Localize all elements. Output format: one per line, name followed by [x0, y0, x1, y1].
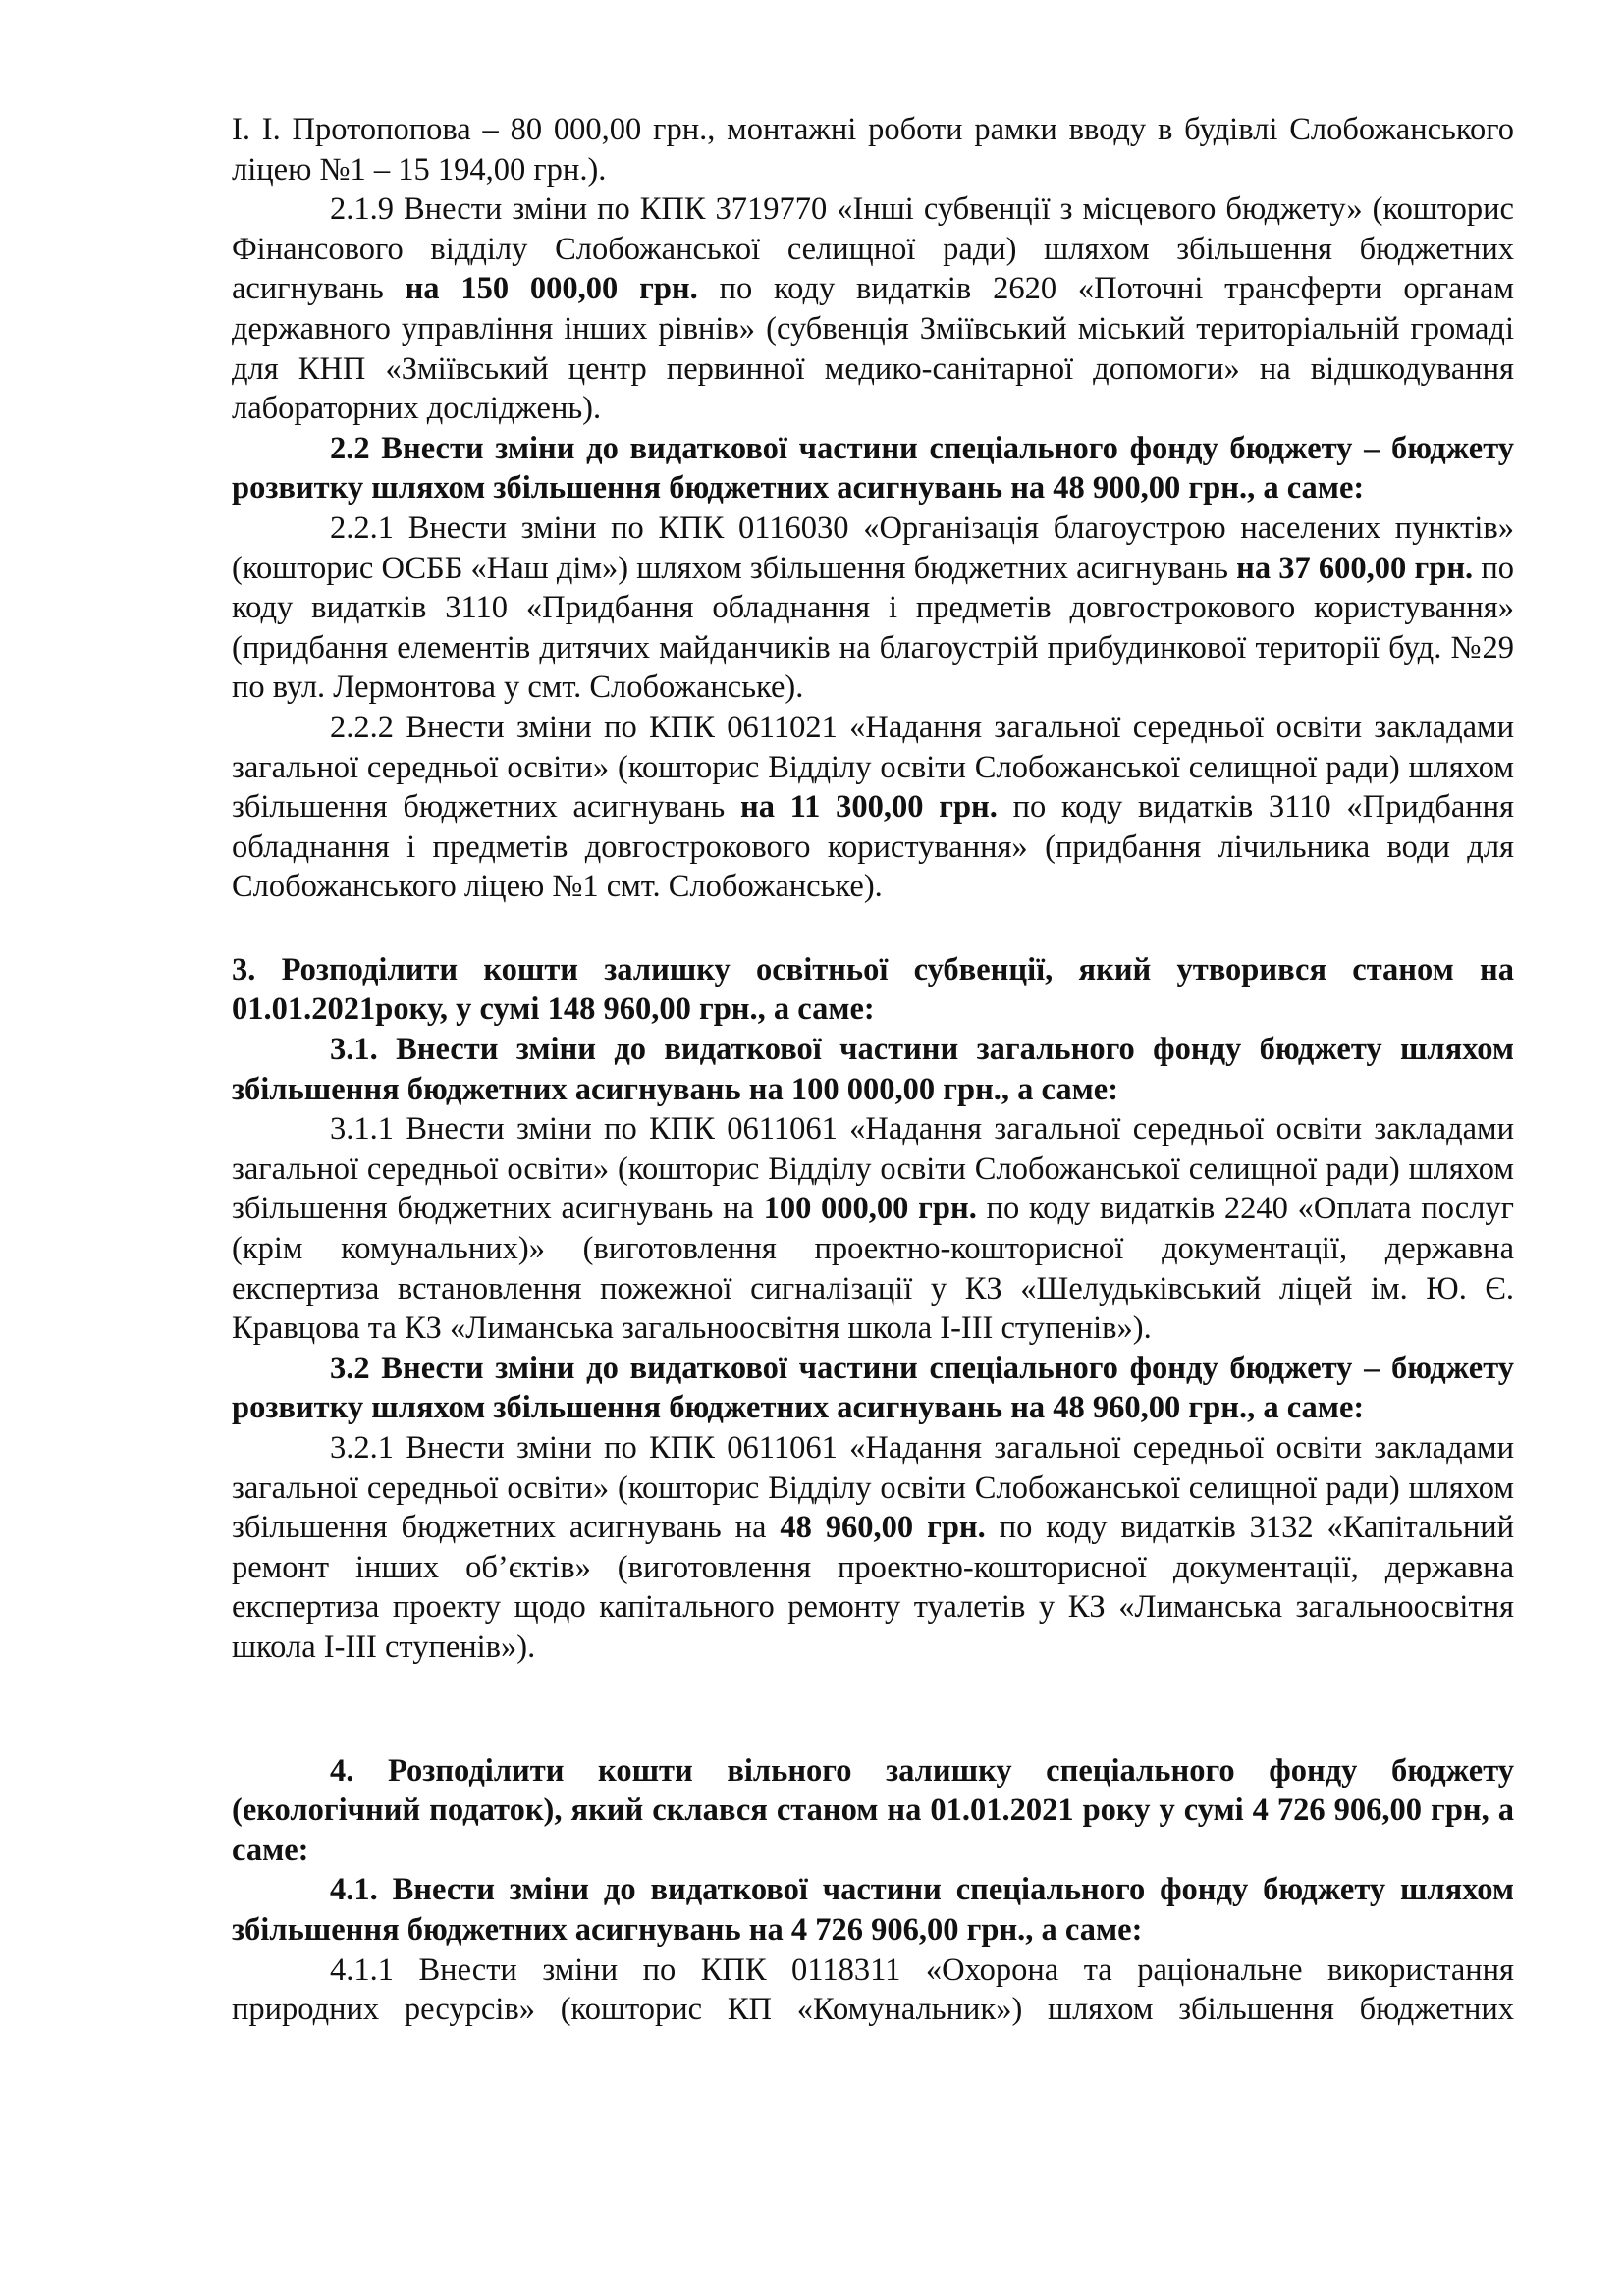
section-heading [232, 1870, 1514, 1949]
text-run: 2.2 Внести зміни до видаткової частини спеціального фонду бюджету – бюджету розвитку шляхом збільшення бюджетних асигнувань на 48 900,00 грн., а саме: [232, 430, 1514, 507]
paragraph-spacer [232, 1668, 1514, 1751]
text-run: по коду видатків 2620 «Поточні трансферти органам державного управління інших рівнів» (субвенція Зміївський міський територіальній громаді для КНП «Зміївський центр первинної медико-санітарної допомоги» на відшкодування лабораторних досліджень). [232, 271, 1514, 427]
body-paragraph [232, 1428, 1514, 1668]
paragraph-spacer [232, 907, 1514, 950]
section-heading [232, 1030, 1514, 1109]
body-paragraph [232, 1950, 1514, 2030]
body-paragraph [232, 189, 1514, 429]
text-run: 3.2.1 Внести зміни по КПК 0611061 «Надання загальної середньої освіти закладами загальної середньої освіти» (кошторис Відділу освіти Слобожанської селищної ради) шляхом збільшення бюджетних асигнувань на [232, 1430, 1514, 1546]
text-run: 2.2.1 Внести зміни по КПК 0116030 «Організація благоустрою населених пунктів» (кошторис ОСББ «Наш дім») шляхом збільшення бюджетних асигнувань [232, 509, 1514, 586]
bold-amount: на 11 300,00 грн. [739, 789, 998, 826]
text-run: 3.1. Внести зміни до видаткової частини загального фонду бюджету шляхом збільшення бюджетних асигнувань на 100 000,00 грн., а саме: [232, 1032, 1514, 1107]
text-run: І. І. Протопопова – 80 000,00 грн., монтажні роботи рамки вводу в будівлі Слобожанського ліцею №1 – 15 194,00 грн.). [232, 112, 1514, 187]
section-heading [232, 1349, 1514, 1428]
text-run: по коду видатків 3132 «Капітальний ремонт інших об’єктів» (виготовлення проектно-кошторисної документації, державна експертиза проекту щодо капітального ремонту туалетів у КЗ «Лиманська загальноосвітня школа I-III ступенів»). [232, 1510, 1514, 1665]
body-paragraph [232, 508, 1514, 708]
body-paragraph [232, 1109, 1514, 1349]
body-paragraph [232, 110, 1514, 189]
bold-amount: 100 000,00 грн. [763, 1191, 977, 1227]
text-run: 4.1.1 Внести зміни по КПК 0118311 «Охорона та раціональне використання природних ресурсів» (кошторис КП «Комунальник») шляхом збільшення бюджетних [232, 1951, 1514, 2028]
text-run: 2.1.9 Внести зміни по КПК 3719770 «Інші субвенції з місцевого бюджету» (кошторис Фінансового відділу Слобожанської селищної ради) шляхом збільшення бюджетних асигнувань [232, 191, 1514, 307]
text-run: 3. Розподілити кошти залишку освітньої субвенції, який утворився станом на 01.01.2021року, у сумі 148 960,00 грн., а саме: [232, 951, 1514, 1028]
text-run: 2.2.2 Внести зміни по КПК 0611021 «Надання загальної середньої освіти закладами загальної середньої освіти» (кошторис Відділу освіти Слобожанської селищної ради) шляхом збільшення бюджетних асигнувань [232, 709, 1514, 826]
text-run: 3.2 Внести зміни до видаткової частини спеціального фонду бюджету – бюджету розвитку шляхом збільшення бюджетних асигнувань на 48 960,00 грн., а саме: [232, 1350, 1514, 1426]
text-run: по коду видатків 3110 «Придбання обладнання і предметів довгострокового користування» (придбання лічильника води для Слобожанського ліцею №1 смт. Слобожанське). [232, 789, 1514, 905]
body-paragraph [232, 708, 1514, 907]
text-run: 3.1.1 Внести зміни по КПК 0611061 «Надання загальної середньої освіти закладами загальної середньої освіти» (кошторис Відділу освіти Слобожанської селищної ради) шляхом збільшення бюджетних асигнувань на [232, 1111, 1514, 1227]
bold-amount: на 37 600,00 грн. [1236, 550, 1474, 586]
text-run: 4. Розподілити кошти вільного залишку спеціального фонду бюджету (екологічний податок), який склався станом на 01.01.2021 року у сумі 4 726 906,00 грн, а саме: [232, 1752, 1514, 1868]
bold-amount: 48 960,00 грн. [780, 1510, 986, 1546]
section-heading [232, 950, 1514, 1030]
text-run: 4.1. Внести зміни до видаткової частини спеціального фонду бюджету шляхом збільшення бюджетних асигнувань на 4 726 906,00 грн., а саме: [232, 1872, 1514, 1948]
section-heading [232, 429, 1514, 508]
text-run: по коду видатків 3110 «Придбання обладнання і предметів довгострокового користування» (придбання елементів дитячих майданчиків на благоустрій прибудинкової території буд. №29 по вул. Лермонтова у смт. Слобожанське). [232, 550, 1514, 706]
text-run: по коду видатків 2240 «Оплата послуг (крім комунальних)» (виготовлення проектно-кошторисної документації, державна експертиза встановлення пожежної сигналізації у КЗ «Шелудьківський ліцей ім. Ю. Є. Кравцова та КЗ «Лиманська загальноосвітня школа I-III ступенів»). [232, 1191, 1515, 1347]
section-heading [232, 1751, 1514, 1871]
bold-amount: на 150 000,00 грн. [405, 271, 698, 307]
document-page [232, 110, 1514, 2030]
